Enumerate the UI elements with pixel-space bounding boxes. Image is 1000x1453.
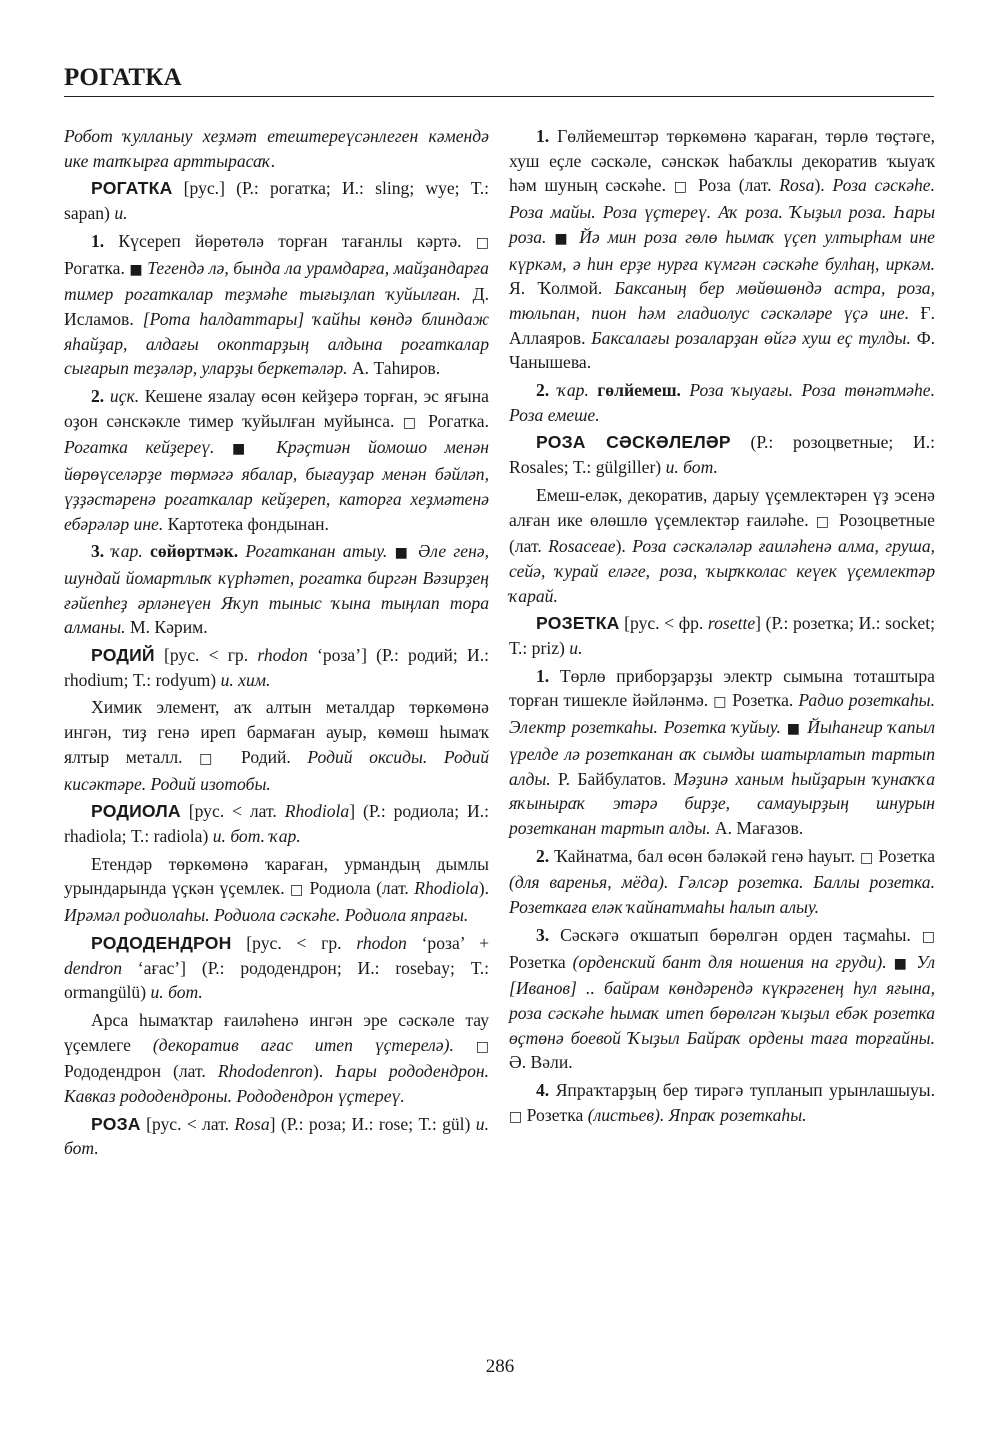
left-column <box>64 124 489 1164</box>
entry-paragraph: РОЗА СӘСКӘЛЕЛӘР (Р.: розоцветные; И.: Rosales; Т.: gülgiller) и. бот. <box>509 432 935 478</box>
entry-paragraph: 2. Ҡайнатма, бал өсөн бәләкәй генә һауыт. □ Розетка (для варенья, мёда). Гәлсәр розетка. Баллы розетка. Розеткаға еләк ҡайнатмаһы һалып алыу. <box>509 845 935 918</box>
page-number: 286 <box>485 1356 515 1377</box>
header-rule <box>64 96 934 97</box>
entry-paragraph: 3. Сәскәгә оҡшатып бөрөлгән орден таҫмаһы. □ Розетка (орденский бант для ношения на груди). ■ Ул [Иванов] .. байрам көндәрендә күкрәгенең һул яғына, роза сәскәһе һымаҡ итеп бөрөлгән ҡыҙыл ебәк розетка өҫтөнә боевой Ҡыҙыл Байраҡ ордены таға торғайны. Ә. Вәли. <box>509 924 935 1073</box>
entry-paragraph: Арса һымаҡтар ғаиләһенә ингән эре сәскәле тау үҫемлеге (декоратив ағас итеп үҫтерелә). □ Рододендрон (лат. Rhododenron). Һары рододендрон. Кавказ рододендроны. Рододендрон үҫтереү. <box>64 1009 489 1107</box>
entry-paragraph: Робот ҡулланыу хеҙмәт етештереүсәнлеген кәмендә ике тапҡырға арттырасаҡ. <box>64 126 489 171</box>
entry-paragraph: Емеш-еләк, декоратив, дарыу үҫемлектәрен үҙ эсенә алған ике өлөшлө үҫемлектәр ғаиләһе. □ Розоцветные (лат. Rosaceae). Роза сәскәләләр ғаиләһенә алма, груша, сейә, ҡурай еләге, роза, ҡырҡколас кеүек үҫемлектәр ҡарай. <box>509 484 936 606</box>
entry-paragraph: 2. ҡар. гөлйемеш. Роза ҡыуағы. Роза төнәтмәһе. Роза емеше. <box>509 380 935 425</box>
entry-paragraph: РОГАТКА [рус.] (Р.: рогатка; И.: sling; wye; Т.: sapan) и. <box>64 178 489 224</box>
entry-paragraph: РОДИЙ [рус. < гр. rhodon ‘роза’] (Р.: родий; И.: rhodium; Т.: rodyum) и. хим. <box>64 645 489 690</box>
entry-paragraph: Етендәр төркөмөнә ҡараған, урмандың дымлы урындарында үҫкән үҫемлек. □ Родиола (лат. Rhodiola). Ирәмәл родиолаһы. Родиола сәскәһе. Родиола япрағы. <box>64 853 489 926</box>
entry-paragraph: РОЗА [рус. < лат. Rosa] (Р.: роза; И.: rose; Т.: gül) и. бот. <box>64 1113 489 1159</box>
entry-paragraph: 3. ҡар. сөйөртмәк. Рогатканан атыу. ■ Әле генә, шундай йомартлыҡ күрһәтеп, рогатка биргән Вәзирҙең ғәйепһеҙ әрләнеүен Яҡуп тыныс ҡына тыңлап тора алманы. М. Кәрим. <box>64 541 490 638</box>
running-head: РОГАТКА <box>64 64 182 91</box>
entry-paragraph: 2. иҫк. Кешене язалау өсөн кейҙерә торған, эс яғына оҙон сәнскәкле тимер ҡуйылған муйынса. □ Рогатка. Рогатка кейҙереү. ■ Крәҫтиән йомошо менән йөрөүселәрҙе төрмәгә ябалар, бығауҙар менән бәйләп, үҙҙәстәренә рогаткалар кейҙереп, каторға хеҙмәтенә ебәрәләр ине. Картотека фондынан. <box>64 386 489 534</box>
entry-paragraph: 4. Япраҡтарҙың бер тирәгә тупланып урынлашыуы. □ Розетка (листьев). Япраҡ розеткаһы. <box>509 1080 935 1125</box>
entry-paragraph: Химик элемент, аҡ алтын металдар төркөмөнә ингән, тиҙ генә иреп бармаған ауыр, көмөш һымаҡ ялтыр металл. □ Родий. Родий оксиды. Родий кисәктәре. Родий изотобы. <box>64 697 490 794</box>
entry-paragraph: РОЗЕТКА [рус. < фр. rosette] (Р.: розетка; И.: socket; Т.: priz) и. <box>509 613 936 659</box>
entry-paragraph: 1. Гөлйемештәр төркөмөнә ҡараған, төрлө төҫтәге, хуш еҫле сәскәле, сәнскәк һабаҡлы декоратив ҡыуаҡ һәм шуның сәскәһе. □ Роза (лат. Rosa). Роза сәскәһе. Роза майы. Роза үҫтереү. Аҡ роза. Ҡыҙыл роза. Һары роза. ■ Йә мин роза гөлө һымаҡ үҫеп ултырһам ине күркәм, ә һин ерҙе нурға күмгән сәскәһе булһаң, иркәм. Я. Ҡолмой. Баксаның бер мөйөшөндә астра, роза, тюльпан, пион һәм гладиолус сәскәләре үҫә ине. Ғ. Аллаяров. Баксалағы розаларҙан өйгә хуш еҫ тулды. Ф. Чанышева. <box>509 126 936 373</box>
entry-paragraph: РОДОДЕНДРОН [рус. < гр. rhodon ‘роза’ + dendron ‘ағас’] (Р.: рододендрон; И.: rosebay; Т.: ormangülü) и. бот. <box>64 932 490 1003</box>
entry-paragraph: 1. Күсереп йөрөтөлә торған тағанлы кәртә. □ Рогатка. ■ Тегендә лә, бында ла урамдарға, майҙандарға тимер рогаткалар теҙмәһе тығыҙлап ҡуйылған. Д. Исламов. [Рота һалдаттары] ҡайһы көндә блиндаж яһайҙар, алдағы окоптарҙың алдына рогаткалар сығарып теҙәләр, уларҙы беркетәләр. А. Таһиров. <box>64 230 489 379</box>
entry-paragraph: 1. Төрлө приборҙарҙы электр сымына тоташтыра торған тишекле йәйләнмә. □ Розетка. Радио розеткаһы. Электр розеткаһы. Розетка ҡуйыу. ■ Йыһангир ҡапыл үрелде лә розетканан аҡ сымды шатырлатып тартып алды. Р. Байбулатов. Мәҙинә ханым һыйҙарын ҡунаҡҡа яҡыныраҡ этәрә бирҙе, самауырҙың шнурын розетканан тартып алды. А. Мағазов. <box>509 665 936 838</box>
entry-paragraph: РОДИОЛА [рус. < лат. Rhodiola] (Р.: родиола; И.: rhadiola; Т.: radiola) и. бот. ҡар. <box>64 801 489 846</box>
right-column <box>509 124 935 1132</box>
